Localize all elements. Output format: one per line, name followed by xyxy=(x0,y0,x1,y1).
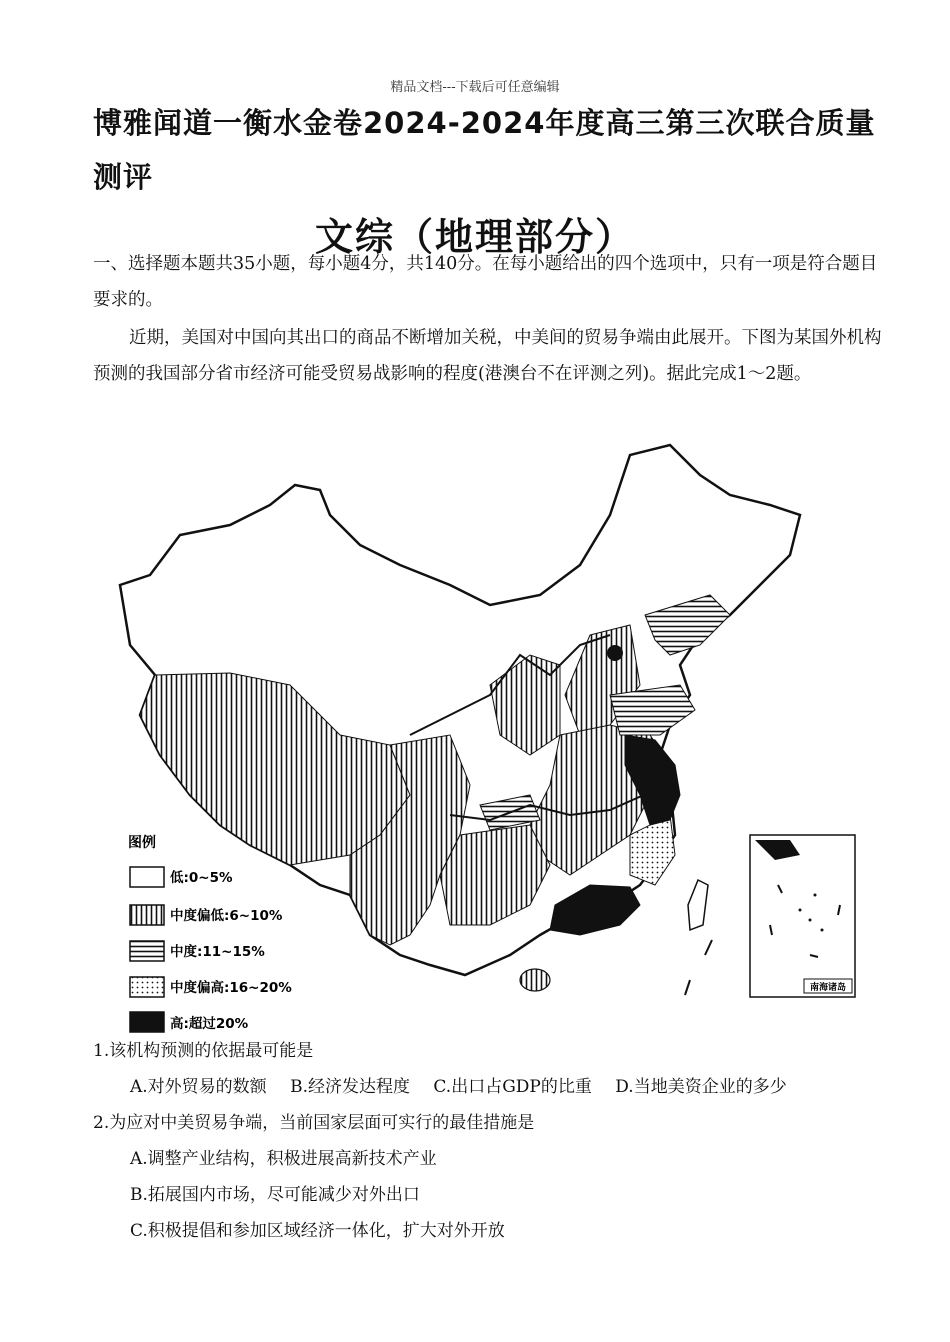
question-1-options xyxy=(130,1069,805,1105)
question-1-option-c[interactable]: C.出口占GDP的比重 xyxy=(433,1077,592,1097)
question-1-stem: 1.该机构预测的依据最可能是 xyxy=(93,1041,314,1061)
section-instructions: 一、选择题本题共35小题，每小题4分，共140分。在每小题给出的四个选项中，只有一项是符合题目要求的。 xyxy=(93,254,878,310)
china-trade-impact-map xyxy=(110,435,870,1010)
header-note: 精品文档---下载后可任意编辑 xyxy=(390,80,560,95)
legend-title: 图例 xyxy=(128,835,156,851)
question-2-option-c[interactable]: C.积极提倡和参加区域经济一体化，扩大对外开放 xyxy=(130,1221,505,1241)
page-title: 博雅闻道一衡水金卷2024-2024年度高三第三次联合质量测评 xyxy=(93,106,876,194)
question-intro: 近期，美国对中国向其出口的商品不断增加关税，中美间的贸易争端由此展开。下图为某国外机构预测的我国部分省市经济可能受贸易战影响的程度(港澳台不在评测之列)。据此完成1～2题。 xyxy=(93,328,882,384)
sea-boundary-dash xyxy=(705,940,712,955)
legend-label-low: 低:0~5% xyxy=(170,870,233,886)
region-hainan xyxy=(520,969,550,991)
question-2-option-a[interactable]: A.调整产业结构，积极进展高新技术产业 xyxy=(130,1149,437,1169)
region-taiwan xyxy=(688,880,708,930)
question-1-option-b[interactable]: B.经济发达程度 xyxy=(290,1077,410,1097)
legend-label-mid-high: 中度偏高:16~20% xyxy=(170,980,292,996)
question-2-option-b[interactable]: B.拓展国内市场，尽可能减少对外出口 xyxy=(130,1185,420,1205)
page-subtitle: 文综（地理部分） xyxy=(314,215,635,259)
south-sea-inset xyxy=(750,835,855,997)
map-legend xyxy=(128,834,292,997)
sea-boundary-dash xyxy=(685,980,690,995)
region-beijing xyxy=(607,645,623,661)
legend-label-mid-low: 中度偏低:6~10% xyxy=(170,908,283,924)
legend-label-mid: 中度:11~15% xyxy=(170,944,265,960)
legend-label-high: 高:超过20% xyxy=(170,1016,249,1032)
inset-label: 南海诸岛 xyxy=(809,983,847,993)
question-1-option-d[interactable]: D.当地美资企业的多少 xyxy=(615,1077,787,1097)
question-1-option-a[interactable]: A.对外贸易的数额 xyxy=(130,1077,267,1097)
question-2-stem: 2.为应对中美贸易争端，当前国家层面可实行的最佳措施是 xyxy=(93,1113,535,1133)
